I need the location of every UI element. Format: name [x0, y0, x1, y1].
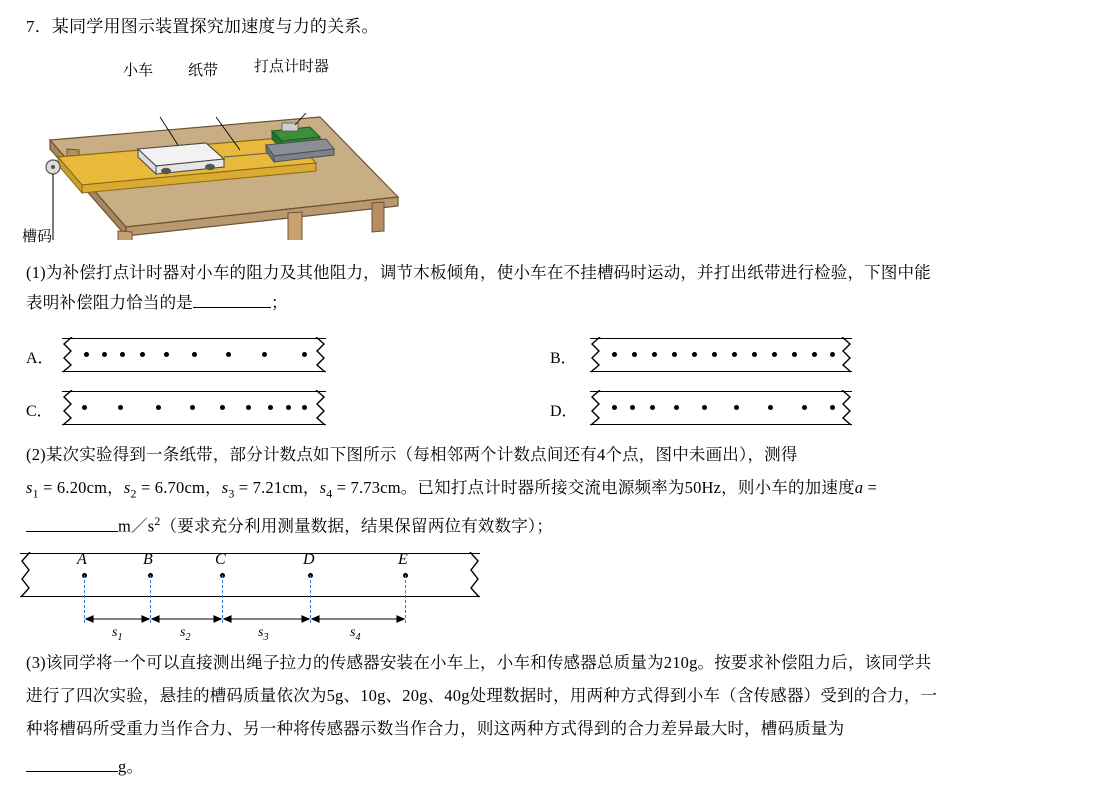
segment-arrows [20, 607, 480, 631]
s1-symbol: s [26, 478, 33, 497]
option-a-tape [62, 338, 326, 372]
question-stem: 某同学用图示装置探究加速度与力的关系。 [51, 17, 379, 36]
tape-right-edge-icon [469, 552, 481, 598]
point-label-d: D [303, 551, 315, 568]
part1-line2 [26, 288, 726, 318]
label-tape: 纸带 [188, 63, 219, 79]
s4-symbol: s [319, 478, 327, 497]
point-label-a: A [77, 551, 87, 568]
tape-left-edge-icon [589, 337, 601, 373]
option-a-letter: A． [26, 350, 54, 367]
point-label-e: E [398, 551, 408, 568]
segment-label-s3: $s_3$ [258, 625, 269, 643]
tape-right-edge-icon [841, 390, 853, 426]
part2-line3 [26, 506, 1076, 542]
tape-left-edge-icon [61, 337, 73, 373]
question-heading [26, 12, 379, 37]
label-timer: 打点计时器 [254, 59, 330, 75]
s2-sub: 2 [130, 486, 137, 501]
equals-sign: = [863, 478, 878, 497]
option-b-tape [590, 338, 852, 372]
segment-label-s4: $s_4$ [350, 625, 361, 643]
answer-blank-2[interactable] [26, 514, 118, 532]
label-weights: 槽码 [22, 229, 53, 245]
label-cart: 小车 [123, 63, 154, 79]
answer-blank-3[interactable] [26, 755, 118, 773]
tape-right-edge-icon [315, 390, 327, 426]
option-d-letter: D． [550, 403, 578, 420]
acceleration-symbol: a [854, 478, 864, 497]
part3-line4 [26, 752, 626, 782]
apparatus-diagram [20, 45, 420, 245]
measurement-tape-diagram [20, 553, 480, 648]
question-number: 7． [26, 17, 52, 36]
part1-line1: (1)为补偿打点计时器对小车的阻力及其他阻力，调节木板倾角，使小车在不挂槽码时运动，并打出纸带进行检验，下图中能 [26, 263, 931, 282]
point-label-c: C [215, 551, 226, 568]
part3-line2: 进行了四次实验，悬挂的槽码质量依次为5g、10g、20g、40g处理数据时，用两种方式得到小车（含传感器）受到的合力，一 [26, 686, 938, 705]
s2-value: = 6.70cm， [136, 478, 222, 497]
measurement-tape-body [20, 553, 480, 597]
point-label-b: B [143, 551, 153, 568]
apparatus-svg [20, 45, 420, 240]
s2-symbol: s [123, 478, 131, 497]
part3-line3: 种将槽码所受重力当作合力、另一种将传感器示数当作合力，则这两种方式得到的合力差异最大时，槽码质量为 [26, 719, 845, 738]
tape-left-edge-icon [19, 552, 31, 598]
answer-blank-1[interactable] [193, 291, 271, 309]
part1-line2-after: ； [271, 293, 288, 312]
tape-right-edge-icon [315, 337, 327, 373]
s4-value: = 7.73cm。已知打点计时器所接交流电源频率为50Hz，则小车的加速度 [332, 478, 855, 497]
option-d-tape [590, 391, 852, 425]
option-c-letter: C． [26, 403, 53, 420]
unit-superscript: 2 [154, 514, 161, 528]
s3-sub: 3 [228, 486, 235, 501]
s4-sub: 4 [326, 486, 333, 501]
part2-line3-rest: （要求充分利用测量数据，结果保留两位有效数字）； [160, 516, 554, 536]
tape-right-edge-icon [841, 337, 853, 373]
s3-value: = 7.21cm， [234, 478, 320, 497]
s1-sub: 1 [32, 486, 39, 501]
unit-label: m／s [118, 516, 155, 536]
part3-line4-after: g。 [118, 757, 144, 776]
segment-label-s1: $s_1$ [112, 625, 123, 643]
part2-line1: (2)某次实验得到一条纸带，部分计数点如下图所示（每相邻两个计数点间还有4个点，图中未画出），测得 [26, 445, 798, 464]
part1-line2-before: 表明补偿阻力恰当的是 [26, 293, 193, 312]
part2-line2 [26, 473, 1076, 508]
tape-left-edge-icon [589, 390, 601, 426]
option-b-letter: B． [550, 350, 577, 367]
s1-value: = 6.20cm， [38, 478, 124, 497]
tape-left-edge-icon [61, 390, 73, 426]
s3-symbol: s [221, 478, 229, 497]
segment-label-s2: $s_2$ [180, 625, 191, 643]
option-c-tape [62, 391, 326, 425]
part3-line1: (3)该同学将一个可以直接测出绳子拉力的传感器安装在小车上，小车和传感器总质量为210g。按要求补偿阻力后，该同学共 [26, 653, 932, 672]
